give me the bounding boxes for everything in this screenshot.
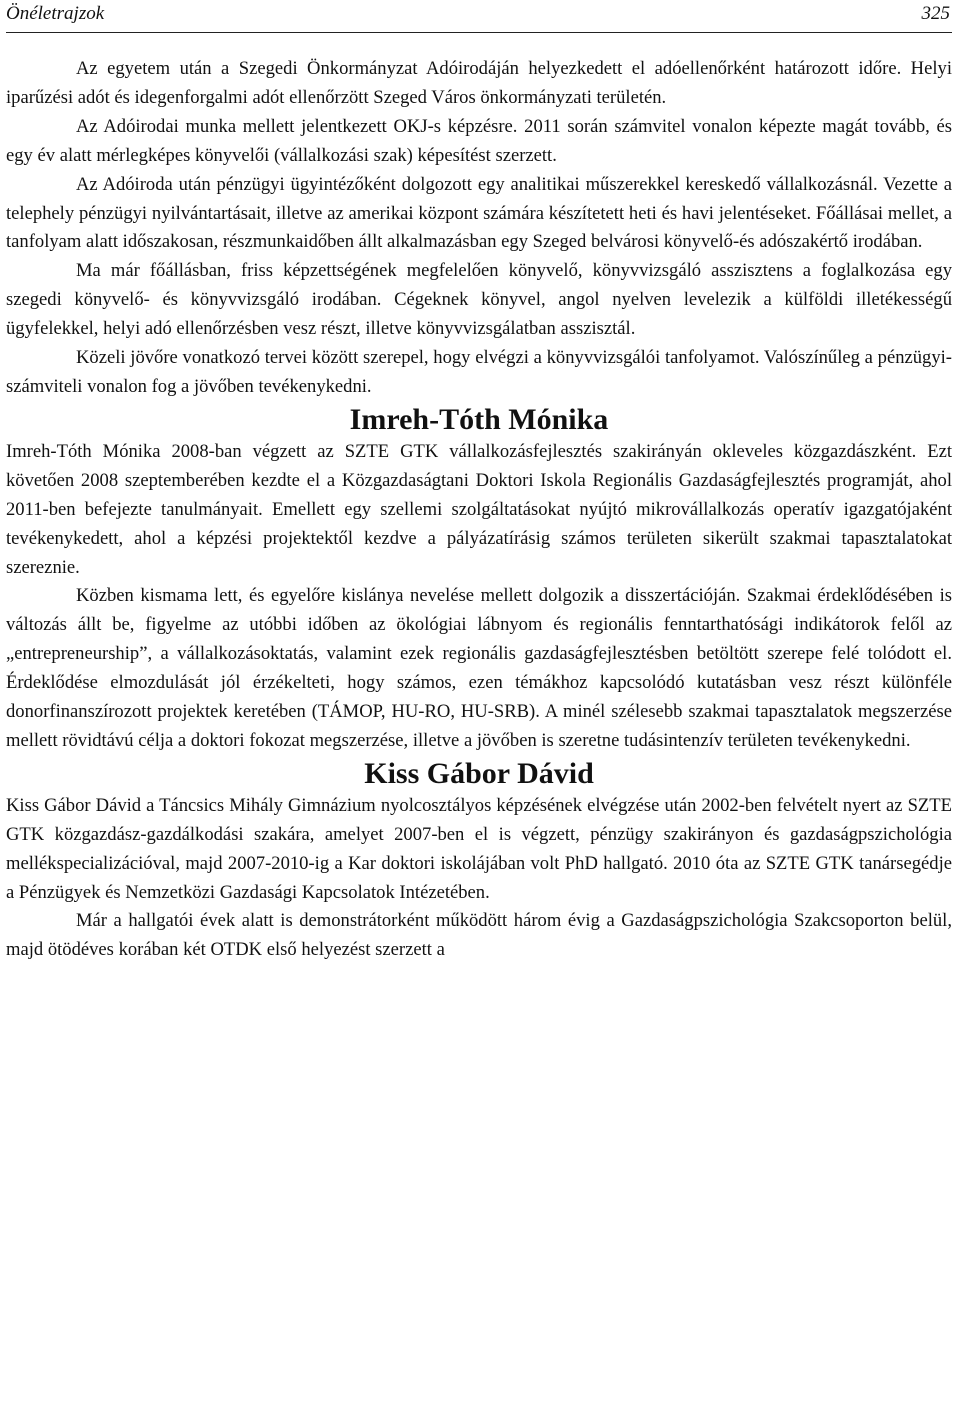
paragraph: Közben kismama lett, és egyelőre kislánya nevelése mellett dolgozik a disszertációján. Szakmai érdeklődésében is változás állt be, figyelme az utóbbi időben az ökológiai lábnyom és regionális fenntarthatósági indikátorok felől az „entrepreneurship”, a vállalkozásoktatás, valamint ezek regionális gazdaságfejlesztésben betöltött szerepe felé tolódott el. Érdeklődése elmozdulását jól érzékelteti, hogy számos, ezen témákhoz kapcsolódó kutatásban vesz részt különféle donorfinanszírozott projektek keretében (TÁMOP, HU-RO, HU-SRB). A minél szélesebb szakmai tapasztalatok megszerzése mellett rövidtávú célja a doktori fokozat megszerzése, illetve a jövőben is szeretne tudásintenzív területen tevékenykedni. [6, 585, 952, 751]
running-header [6, 0, 952, 33]
page-number: 325 [921, 3, 950, 24]
bio-continuation [6, 33, 952, 402]
paragraph: Közeli jövőre vonatkozó tervei között szerepel, hogy elvégzi a könyvvizsgálói tanfolyamot. Valószínűleg a pénzügyi-számviteli vonalon fog a jövőben tevékenykedni. [6, 347, 952, 397]
paragraph: Az Adóirodai munka mellett jelentkezett OKJ-s képzésre. 2011 során számvitel vonalon képezte magát tovább, és egy év alatt mérlegképes könyvelői (vállalkozási szak) képesítést szerzett. [6, 115, 952, 166]
bio-section [6, 792, 952, 965]
document-page [6, 0, 952, 1420]
paragraph: Már a hallgatói évek alatt is demonstrátorként működött három évig a Gazdaságpszichológia Szakcsoporton belül, majd ötödéves korában két OTDK első helyezést szerzett a [6, 910, 952, 961]
paragraph: Az Adóiroda után pénzügyi ügyintézőként dolgozott egy analitikai műszerekkel kereskedő vállalkozásnál. Vezette a telephely pénzügyi nyilvántartásait, illetve az amerikai központ számára készítetett heti és havi jelentéseket. Főállásai mellet, a tanfolyam alatt időszakosan, részmunkaidőben állt alkalmazásban egy Szeged belvárosi könyvelő-és adószakértő irodában. [6, 173, 952, 253]
person-heading: Imreh-Tóth Mónika [349, 402, 609, 436]
paragraph: Az egyetem után a Szegedi Önkormányzat Adóirodáján helyezkedett el adóellenőrként határozott időre. Helyi iparűzési adót és idegenforgalmi adót ellenőrzött Szeged Város önkormányzati területén. [6, 58, 952, 108]
person-heading: Kiss Gábor Dávid [364, 756, 594, 790]
paragraph: Kiss Gábor Dávid a Táncsics Mihály Gimnázium nyolcosztályos képzésének elvégzése után 2002-ben felvételt nyert az SZTE GTK közgazdász-gazdálkodási szakára, amelyet 2007-ben el is végzett, pénzügy szakirányon és gazdaságpszichológia mellékspecializációval, majd 2007-2010-ig a Kar doktori iskolájában volt PhD hallgató. 2010 óta az SZTE GTK tanársegédje a Pénzügyek és Nemzetközi Gazdasági Kapcsolatok Intézetében. [6, 794, 952, 903]
bio-section [6, 438, 952, 756]
paragraph: Imreh-Tóth Mónika 2008-ban végzett az SZTE GTK vállalkozásfejlesztés szakirányán okleveles közgazdászként. Ezt követően 2008 szeptemberében kezdte el a Közgazdaságtani Doktori Iskola Regionális Gazdaságfejlesztés programját, ahol 2011-ben befejezte tanulmányait. Emellett egy szellemi szolgáltatásokat nyújtó mikrovállalkozás operatív igazgatójaként tevékenykedett, ahol a képzési projektektől kezdve a pályázatírásig számos területen sikerült szakmai tapasztalatokat szereznie. [6, 440, 952, 578]
paragraph: Ma már főállásban, friss képzettségének megfelelően könyvelő, könyvvizsgáló asszisztens a foglalkozása egy szegedi könyvelő- és könyvvizsgáló irodában. Cégeknek könyvel, angol nyelven levelezik a külföldi illetékességű ügyfelekkel, helyi adó ellenőrzésben vesz részt, illetve könyvvizsgálatban asszisztál. [6, 260, 952, 340]
section-title: Önéletrajzok [6, 3, 105, 24]
body-text [6, 33, 952, 965]
